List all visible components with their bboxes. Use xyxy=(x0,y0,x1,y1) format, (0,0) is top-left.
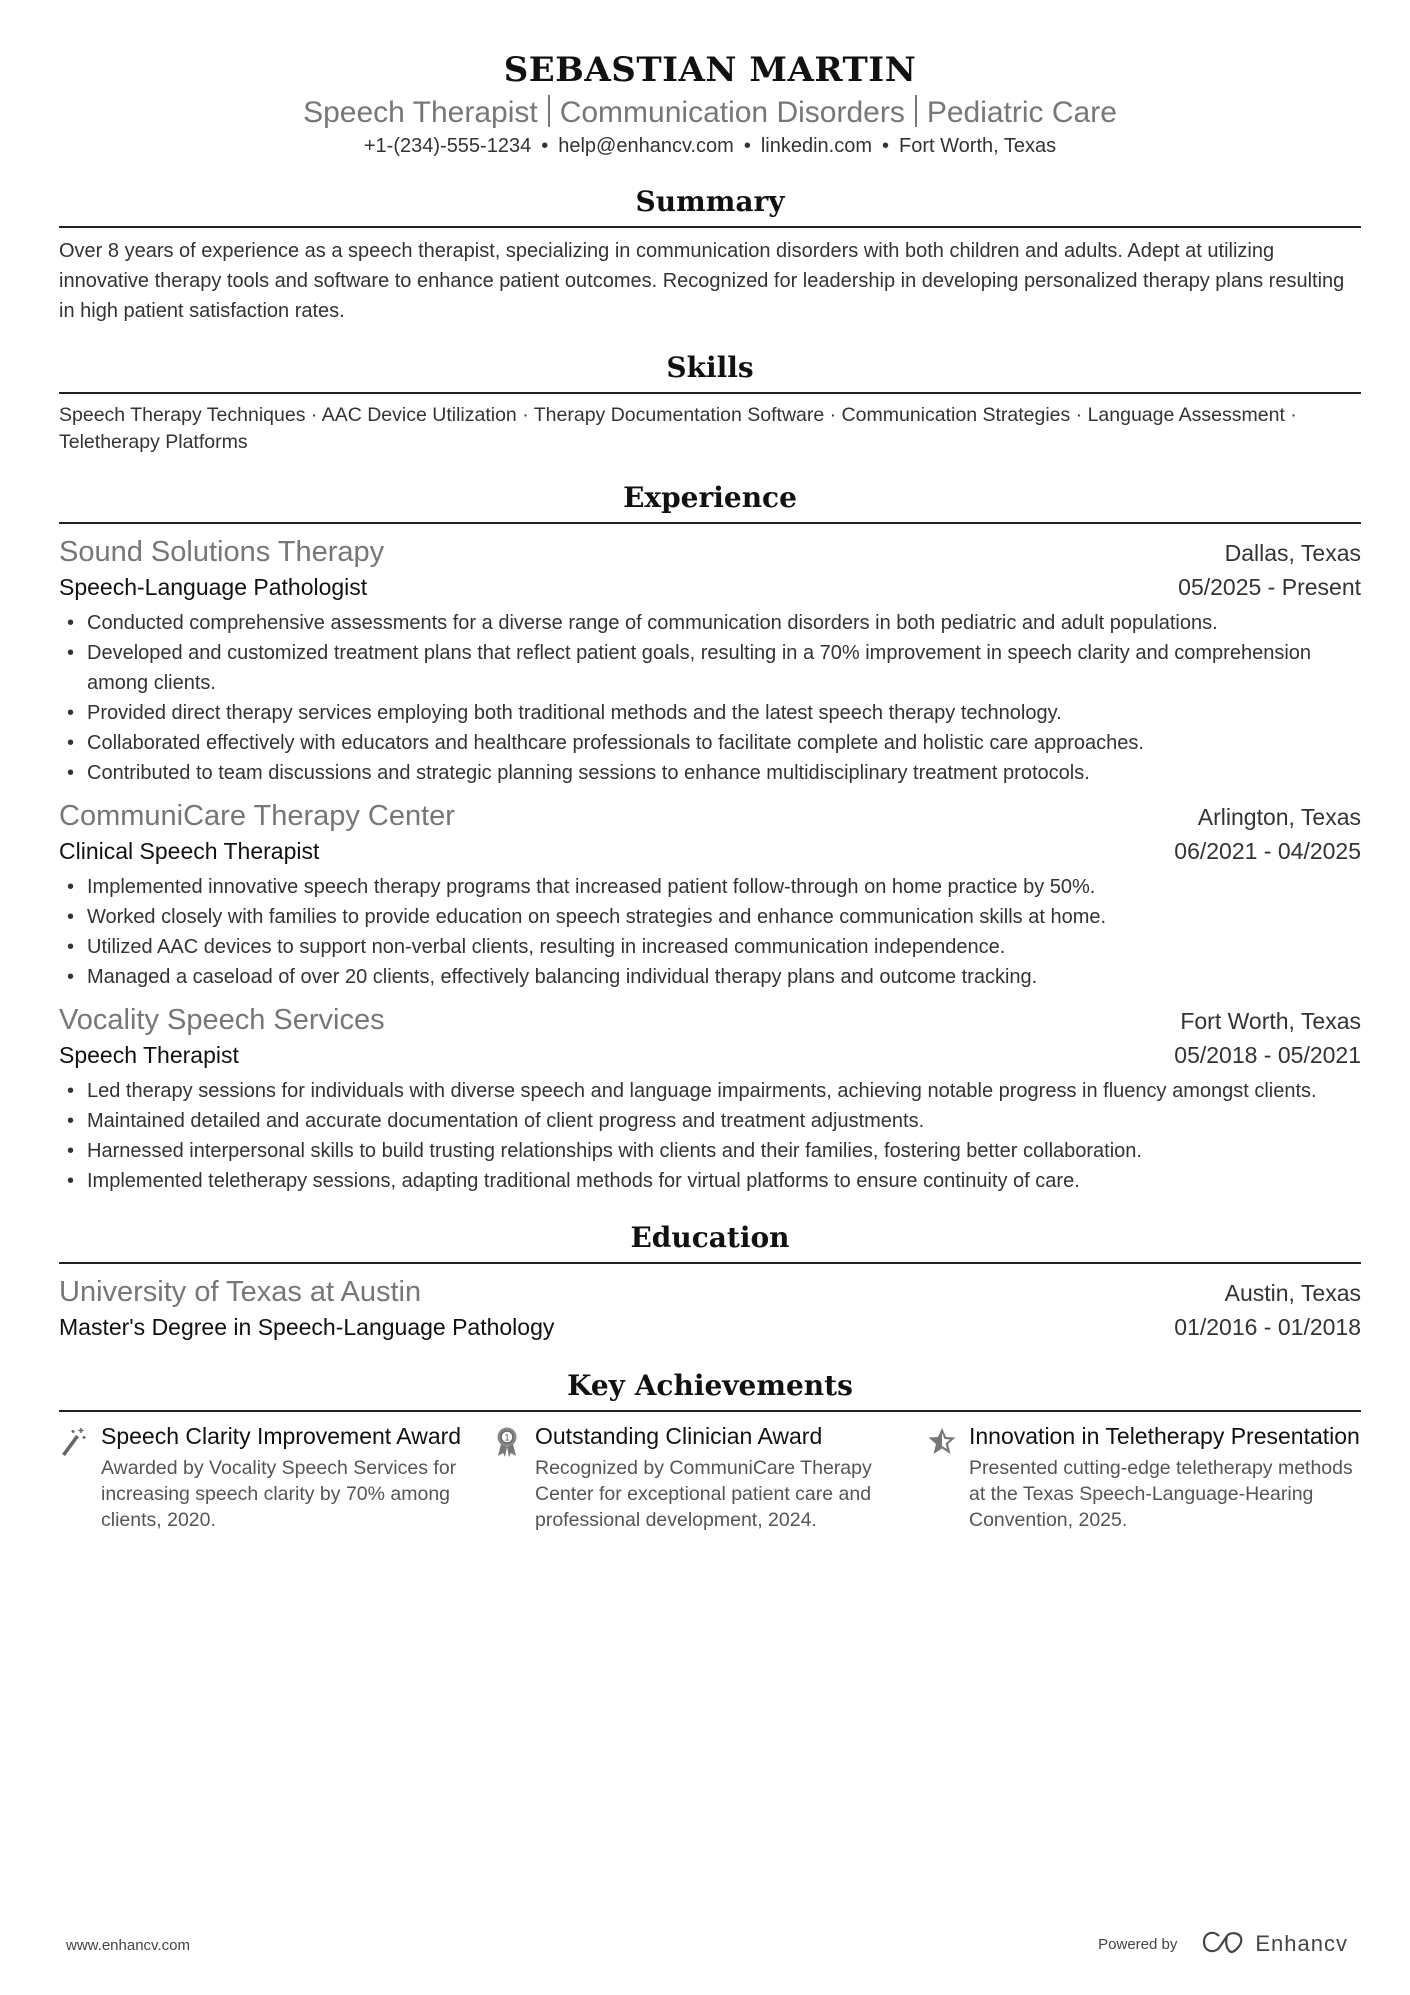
linkedin-link[interactable]: linkedin.com xyxy=(760,135,873,157)
headline-title: Pediatric Care xyxy=(926,96,1117,129)
job-entry xyxy=(59,534,1361,788)
bullet-point: • Maintained detailed and accurate documentation of client progress and treatment adjustments. xyxy=(59,1106,1361,1136)
skills-list: Speech Therapy Techniques · AAC Device Utilization · Therapy Documentation Software · Communication Strategies · Language Assessment · Teletherapy Platforms xyxy=(59,404,1297,453)
job-dates: 06/2021 - 04/2025 xyxy=(1174,838,1361,864)
website-link[interactable]: www.enhancv.com xyxy=(66,1937,190,1954)
achievement-description: Awarded by Vocality Speech Services for increasing speech clarity by 70% among clients, 2020. xyxy=(101,1457,457,1531)
section-heading-skills: Skills xyxy=(59,348,1361,394)
resume xyxy=(59,48,1361,1533)
job-bullets xyxy=(59,872,1361,992)
section-heading-education: Education xyxy=(59,1218,1361,1264)
job-location: Fort Worth, Texas xyxy=(1180,1008,1361,1034)
job-dates: 05/2025 - Present xyxy=(1178,574,1361,600)
magic-wand-icon xyxy=(59,1422,101,1533)
bullet-point: • Conducted comprehensive assessments for a diverse range of communication disorders in both pediatric and adult populations. xyxy=(59,608,1361,638)
bullet-point: • Developed and customized treatment plans that reflect patient goals, resulting in a 70% improvement in speech clarity and comprehension among clients. xyxy=(59,638,1361,698)
achievement-title: Outstanding Clinician Award xyxy=(535,1423,823,1449)
school-location: Austin, Texas xyxy=(1224,1280,1361,1306)
section-heading-summary: Summary xyxy=(59,182,1361,228)
school-name: University of Texas at Austin xyxy=(59,1276,422,1308)
achievement-item xyxy=(493,1422,927,1533)
enhancv-logo-icon xyxy=(1201,1930,1245,1958)
achievement-item xyxy=(927,1422,1361,1533)
headline-title: Communication Disorders xyxy=(559,96,905,129)
job-title: Speech-Language Pathologist xyxy=(59,574,368,600)
job-dates: 05/2018 - 05/2021 xyxy=(1174,1042,1361,1068)
bullet-point: • Utilized AAC devices to support non-verbal clients, resulting in increased communication independence. xyxy=(59,932,1361,962)
candidate-name: SEBASTIAN MARTIN xyxy=(503,50,917,90)
company-name: Sound Solutions Therapy xyxy=(59,536,385,568)
experience-list xyxy=(59,534,1361,1196)
bullet-point: • Provided direct therapy services employing both traditional methods and the latest speech therapy technology. xyxy=(59,698,1361,728)
job-location: Arlington, Texas xyxy=(1197,804,1361,830)
company-name: CommuniCare Therapy Center xyxy=(59,800,455,832)
svg-text:1: 1 xyxy=(504,1432,510,1443)
achievement-title: Speech Clarity Improvement Award xyxy=(101,1423,462,1449)
powered-by xyxy=(1098,1930,1348,1958)
achievement-item xyxy=(59,1422,493,1533)
bullet-point: • Contributed to team discussions and strategic planning sessions to enhance multidisciplinary treatment protocols. xyxy=(59,758,1361,788)
bullet-point: • Implemented innovative speech therapy programs that increased patient follow-through on home practice by 50%. xyxy=(59,872,1361,902)
award-medal-icon xyxy=(493,1422,535,1533)
enhancv-brand: Enhancv xyxy=(1255,1931,1348,1956)
divider xyxy=(548,95,550,127)
star-icon xyxy=(927,1422,969,1533)
email-link[interactable]: help@enhancv.com xyxy=(558,135,734,157)
bullet-point: • Managed a caseload of over 20 clients, effectively balancing individual therapy plans and outcome tracking. xyxy=(59,962,1361,992)
education-dates: 01/2016 - 01/2018 xyxy=(1174,1314,1361,1340)
education-entry xyxy=(59,1274,1361,1344)
headline-title: Speech Therapist xyxy=(303,96,538,129)
achievement-title: Innovation in Teletherapy Presentation xyxy=(969,1423,1360,1449)
phone: +1-(234)-555-1234 xyxy=(363,135,532,157)
section-heading-achievements: Key Achievements xyxy=(59,1366,1361,1412)
headline xyxy=(59,94,1361,132)
bullet-point: • Harnessed interpersonal skills to build trusting relationships with clients and their families, fostering better collaboration. xyxy=(59,1136,1361,1166)
achievement-description: Recognized by CommuniCare Therapy Center for exceptional patient care and professional development, 2024. xyxy=(535,1457,872,1531)
job-entry xyxy=(59,798,1361,992)
location: Fort Worth, Texas xyxy=(899,135,1057,157)
degree: Master's Degree in Speech-Language Pathology xyxy=(59,1314,555,1340)
job-location: Dallas, Texas xyxy=(1224,540,1361,566)
job-bullets xyxy=(59,608,1361,788)
contact-info: +1-(234)-555-1234 • help@enhancv.com • linkedin.com • Fort Worth, Texas xyxy=(363,135,1057,157)
job-title: Speech Therapist xyxy=(59,1042,239,1068)
bullet-point: • Led therapy sessions for individuals with diverse speech and language impairments, achieving notable progress in fluency amongst clients. xyxy=(59,1076,1361,1106)
divider xyxy=(915,95,917,127)
company-name: Vocality Speech Services xyxy=(59,1004,385,1036)
job-title: Clinical Speech Therapist xyxy=(59,838,320,864)
achievement-description: Presented cutting-edge teletherapy methods at the Texas Speech-Language-Hearing Convention, 2025. xyxy=(969,1457,1353,1531)
bullet-point: • Collaborated effectively with educators and healthcare professionals to facilitate complete and holistic care approaches. xyxy=(59,728,1361,758)
section-heading-experience: Experience xyxy=(59,478,1361,524)
job-bullets xyxy=(59,1076,1361,1196)
bullet-point: • Worked closely with families to provide education on speech strategies and enhance communication skills at home. xyxy=(59,902,1361,932)
achievements-list xyxy=(59,1422,1361,1533)
bullet-point: • Implemented teletherapy sessions, adapting traditional methods for virtual platforms to ensure continuity of care. xyxy=(59,1166,1361,1196)
job-entry xyxy=(59,1002,1361,1196)
summary-text: Over 8 years of experience as a speech therapist, specializing in communication disorders with both children and adults. Adept at utilizing innovative therapy tools and software to enhance patient outcomes. Recognized for leadership in developing personalized therapy plans resulting in high patient satisfaction rates. xyxy=(59,240,1345,322)
powered-by-label: Powered by xyxy=(1098,1935,1178,1953)
